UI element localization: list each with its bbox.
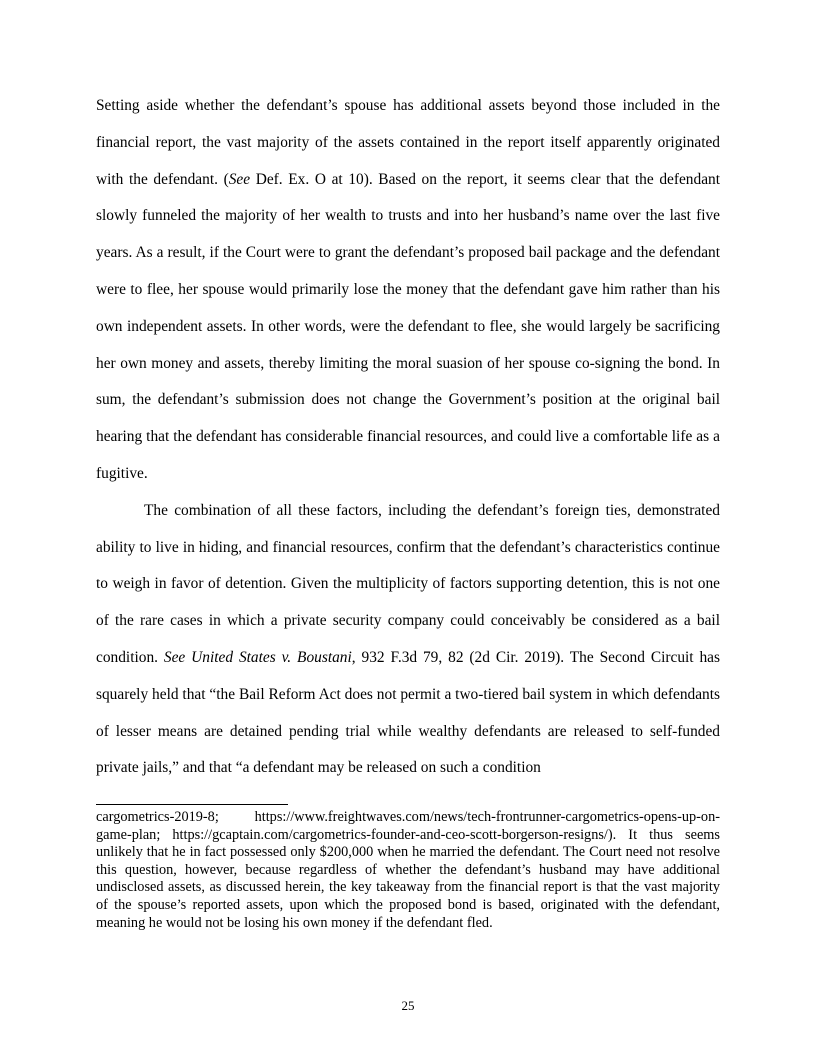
paragraph-2-text-b: , 932 F.3d 79, 82 (2d Cir. 2019). The Second Circuit has squarely held that “the Bail Reform Act does not permit a two-tiered bail system in which defendants of lesser means are detained pending trial while wealthy defendants are released to self-funded private jails,” and that “a defendant may be released on such a condition (96, 648, 720, 777)
footnote-divider (96, 804, 288, 805)
body-paragraph-2 (96, 493, 720, 787)
see-signal: See (228, 170, 251, 188)
paragraph-2-text-a: The combination of all these factors, including the defendant’s foreign ties, demonstrated ability to live in hiding, and financial resources, confirm that the defendant’s characteristics continue to weigh in favor of detention. Given the multiplicity of factors supporting detention, this is not one of the rare cases in which a private security company could conceivably be considered as a bail condition. (96, 501, 720, 666)
footnote-text: cargometrics-2019-8; https://www.freightwaves.com/news/tech-frontrunner-cargometrics-opens-up-on-game-plan; https://gcaptain.com/cargometrics-founder-and-ceo-scott-borgerson-resigns/). It thus seems unlikely that he in fact possessed only $200,000 when he married the defendant. The Court need not resolve this question, however, because regardless of whether the defendant’s husband may have additional undisclosed assets, as discussed herein, the key takeaway from the financial report is that the vast majority of the spouse’s reported assets, upon which the proposed bond is based, originated with the defendant, meaning he would not be losing his own money if the defendant fled. (96, 809, 720, 931)
paragraph-1-text-b: Def. Ex. O at 10). Based on the report, it seems clear that the defendant slowly funneled the majority of her wealth to trusts and into her husband’s name over the last five years. As a result, if the Court were to grant the defendant’s proposed bail package and the defendant were to flee, her spouse would primarily lose the money that the defendant gave him rather than his own independent assets. In other words, were the defendant to flee, she would largely be sacrificing her own money and assets, thereby limiting the moral suasion of her spouse co-signing the bond. In sum, the defendant’s submission does not change the Government’s position at the original bail hearing that the defendant has considerable financial resources, and could live a comfortable life as a fugitive. (96, 170, 721, 482)
body-paragraph-1 (96, 88, 720, 493)
page-body (96, 88, 720, 787)
paragraph-1-text-a: Setting aside whether the defendant’s spouse has additional assets beyond those included in the financial report, the vast majority of the assets contained in the report itself apparently originated with the defendant. ( (96, 97, 720, 188)
case-citation: See United States v. Boustani (163, 648, 352, 666)
page-number: 25 (401, 998, 415, 1013)
